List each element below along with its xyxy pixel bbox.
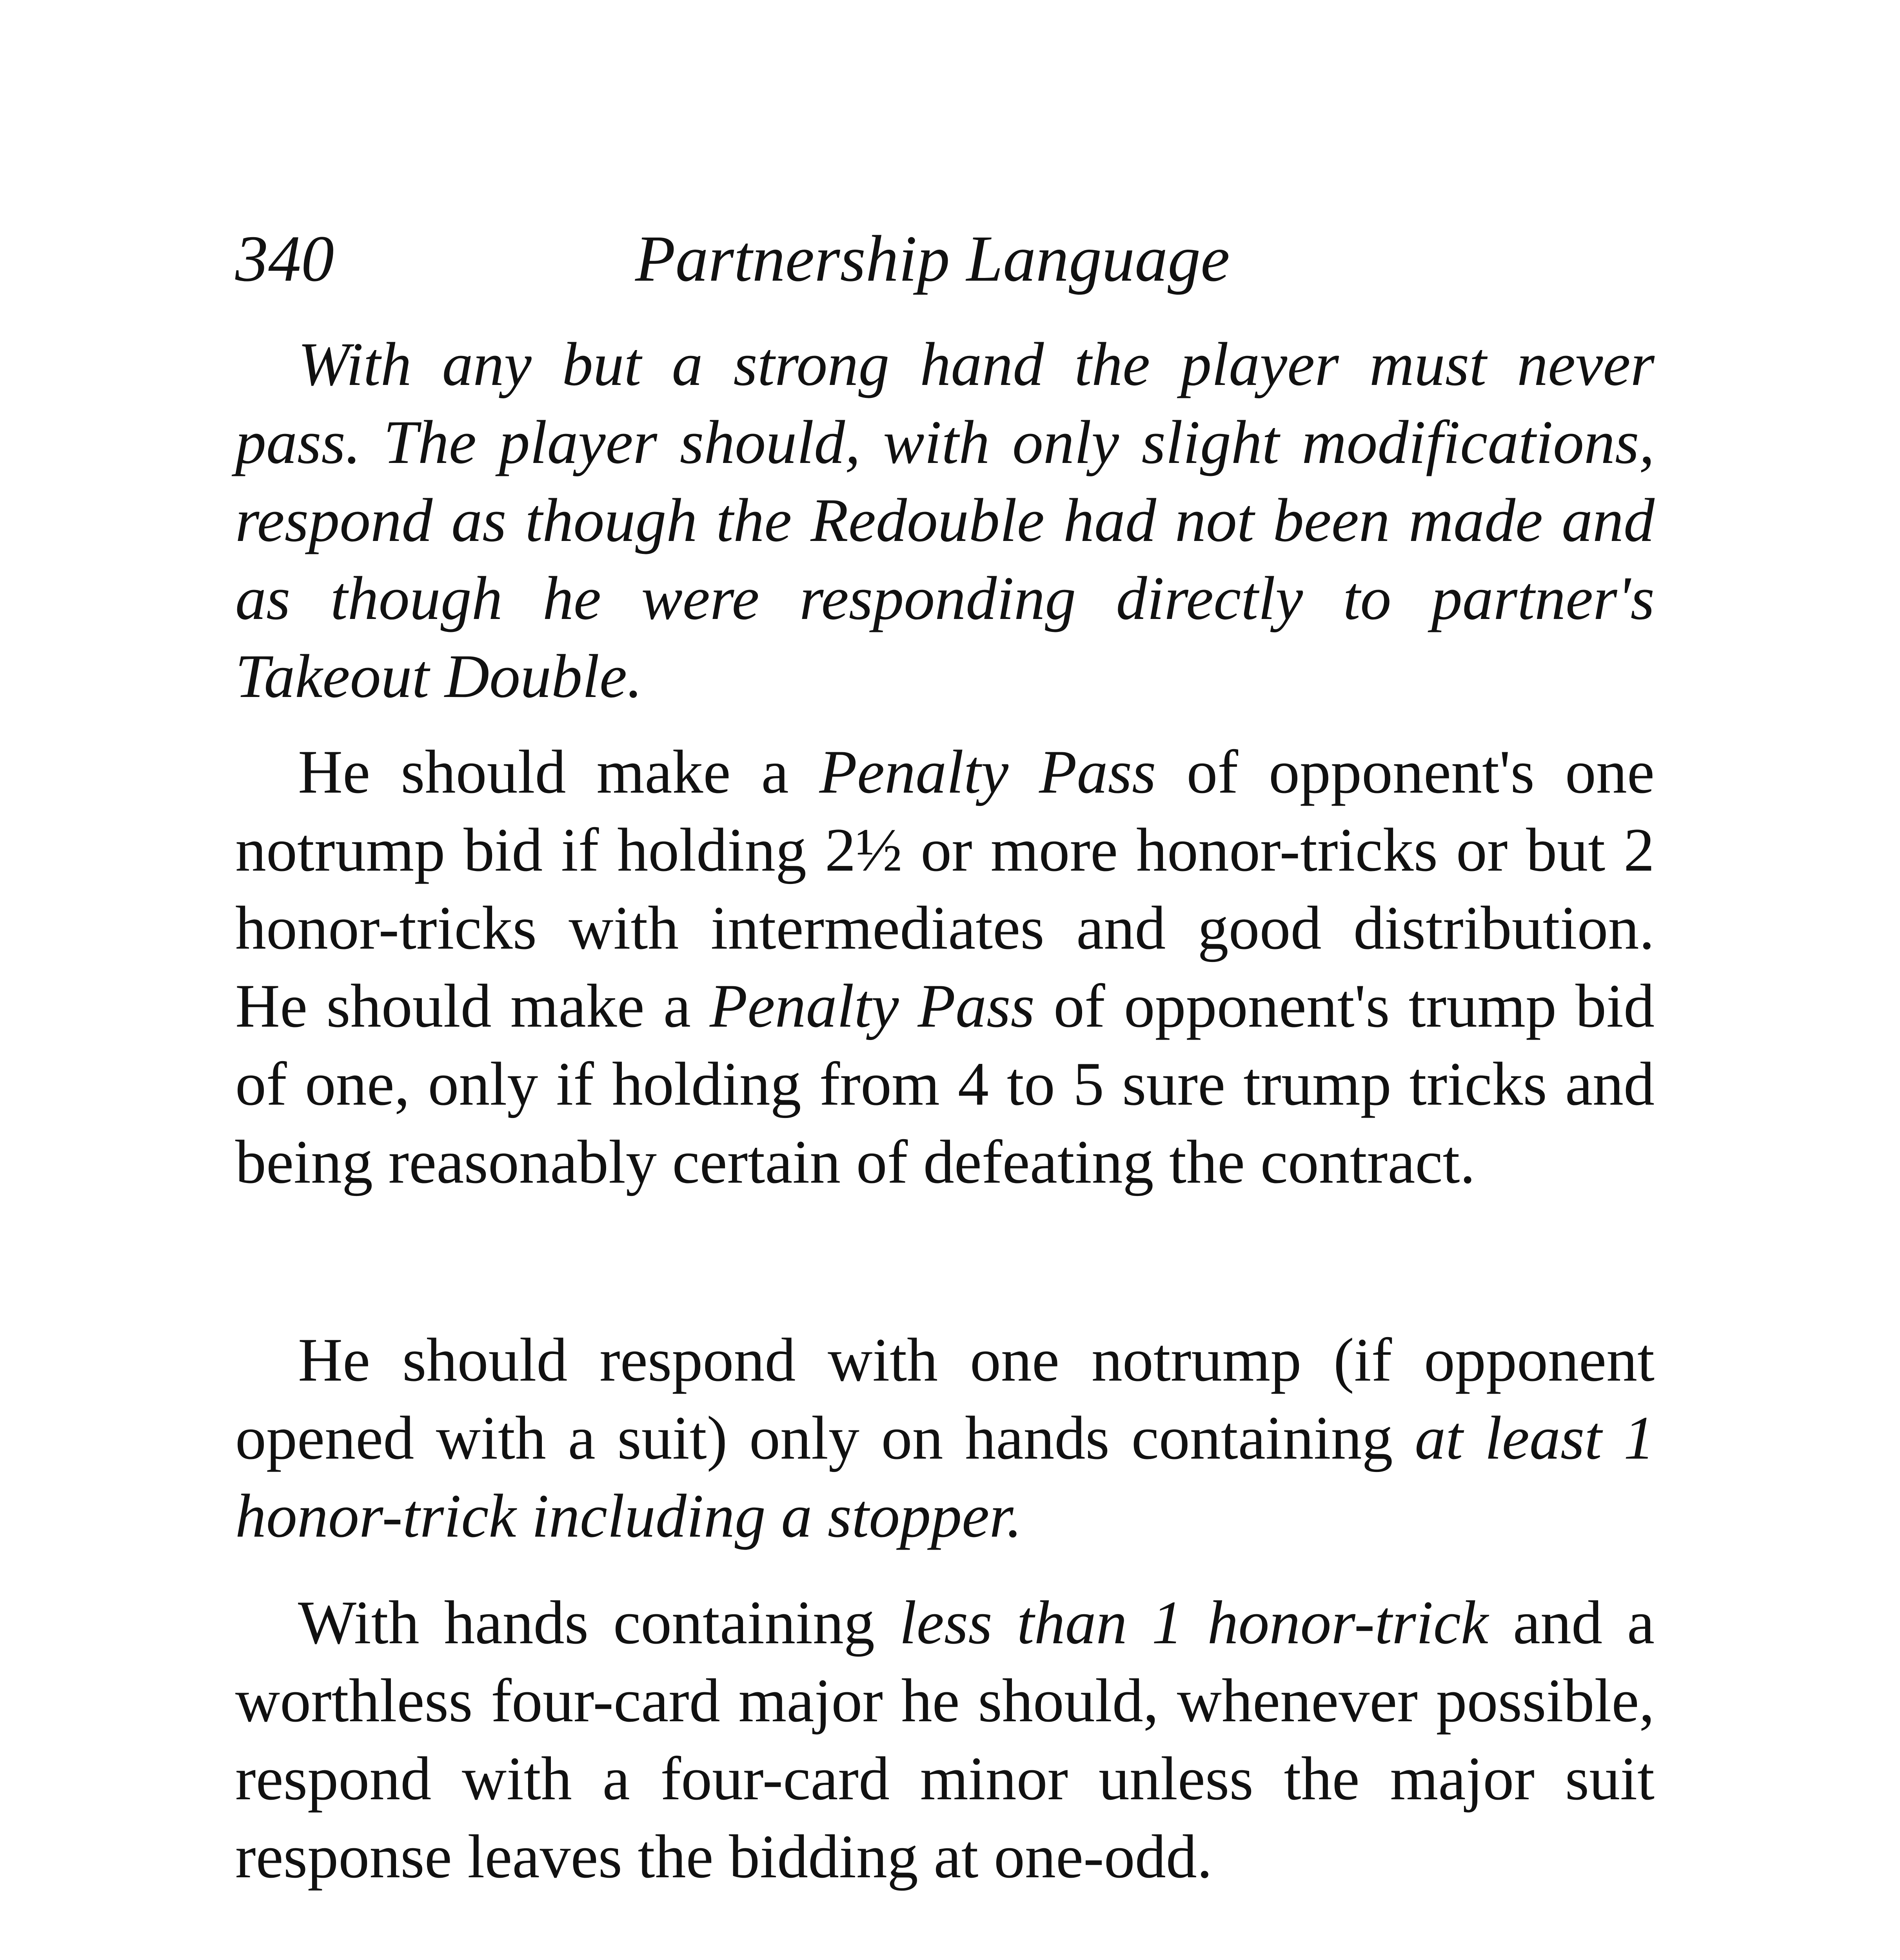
paragraph-notrump-response (235, 1321, 1655, 1555)
page-header (235, 220, 1686, 298)
text-run: of opponent's one notrump bid if holding 2½ or more honor-tricks or but 2 honor-tricks with intermediates and good distribution. He should make a (235, 738, 1655, 1040)
running-title: Partnership Language (635, 222, 1230, 295)
emphasis-penalty-pass: Penalty Pass (709, 972, 1035, 1040)
emphasis-honor-trick: at least 1 honor-trick including a stopper. (235, 1404, 1655, 1550)
text-run: He should make a (298, 738, 819, 806)
paragraph-weak-hands (235, 1584, 1655, 1896)
text-run: and a worthless four-card major he should, whenever possible, respond with a four-card minor unless the major suit response leaves the bidding at one-odd. (235, 1588, 1655, 1891)
text-run: With hands containing (298, 1588, 899, 1657)
paragraph-penalty-pass (235, 733, 1655, 1201)
text-run: of opponent's trump bid of one, only if holding from 4 to 5 sure trump tricks and being reasonably certain of defeating the contract. (235, 972, 1655, 1196)
paragraph-redouble-response: With any but a strong hand the player must never pass. The player should, with only slight modifications, respond as though the Redouble had not been made and as though he were responding directly to partner's Takeout Double. (235, 330, 1655, 711)
emphasis-penalty-pass: Penalty Pass (819, 738, 1156, 806)
page-number: 340 (235, 222, 334, 295)
text-run: He should respond with one notrump (if opponent opened with a suit) only on hands containing (235, 1326, 1655, 1472)
emphasis-less-than-honor-trick: less than 1 honor-trick (899, 1588, 1488, 1657)
